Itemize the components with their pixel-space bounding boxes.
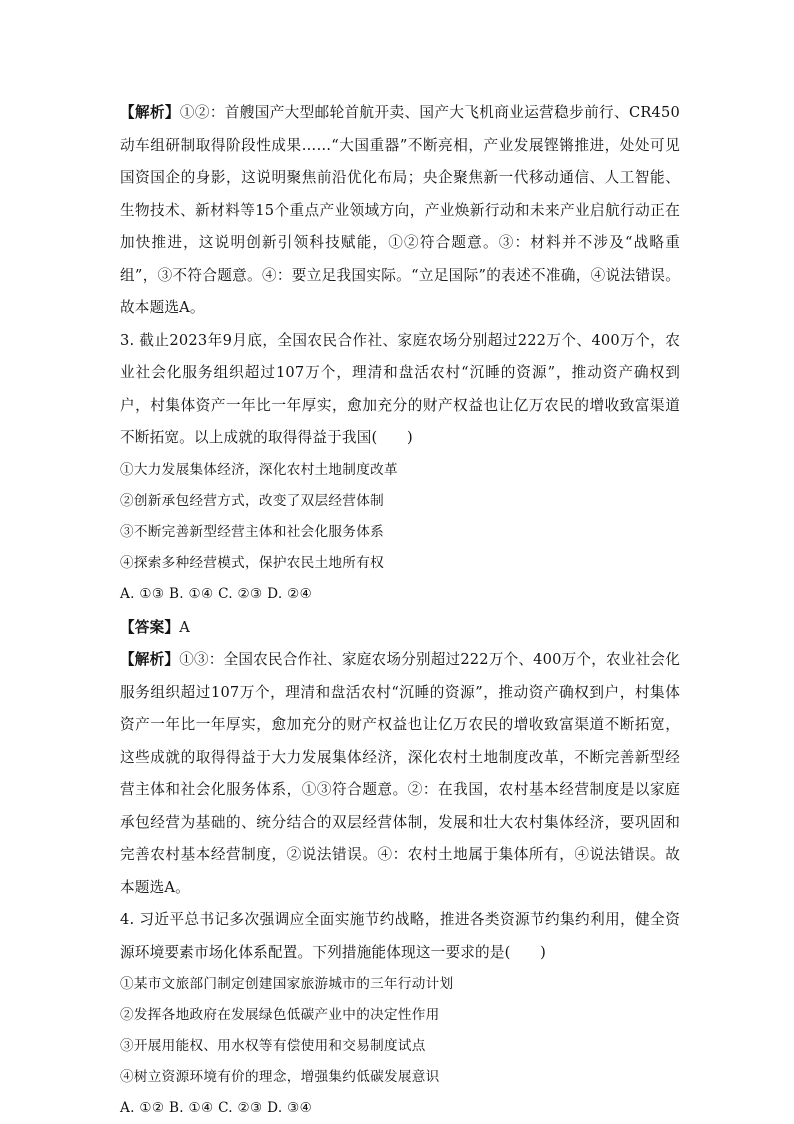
option-item: ③开展用能权、用水权等有偿使用和交易制度试点	[120, 1038, 426, 1054]
option-item: ①某市文旅部门制定创建国家旅游城市的三年行动计划	[120, 976, 454, 992]
question-3-choices: A. ①③ B. ①④ C. ②③ D. ②④	[120, 585, 313, 602]
question-4-choices: A. ①② B. ①④ C. ②③ D. ③④	[120, 1100, 313, 1116]
answer-value: A	[179, 618, 190, 636]
analysis-tag: 【解析】	[120, 651, 180, 668]
question-4-options	[120, 969, 680, 1124]
analysis-tag: 【解析】	[120, 104, 180, 121]
option-item: ④树立资源环境有价的理念，增强集约低碳发展意识	[120, 1069, 440, 1085]
analysis-paragraph-q2	[120, 97, 680, 325]
question-3-analysis	[120, 644, 680, 904]
question-4-stem: 4. 习近平总书记多次强调应全面实施节约战略，推进各类资源节约集约利用，健全资源环境要素市场化体系配置。下列措施能体现这一要求的是( )	[120, 911, 680, 961]
option-item: ②创新承包经营方式，改变了双层经营体制	[120, 492, 384, 509]
analysis-text: ①②：首艘国产大型邮轮首航开卖、国产大飞机商业运营稳步前行、CR450动车组研制取得阶段性成果……“大国重器”不断亮相，产业发展铿锵推进，处处可见国资国企的身影，这说明聚焦前沿优化布局；央企聚焦新一代移动通信、人工智能、生物技术、新材料等15个重点产业领域方向，产业焕新行动和未来产业启航行动正在加快推进，这说明创新引领科技赋能，①②符合题意。③：材料并不涉及“战略重组”，③不符合题意。④：要立足我国实际。“立足国际”的表述不准确，④说法错误。故本题选A。	[120, 104, 680, 316]
question-3-options	[120, 455, 680, 610]
question-3-answer	[120, 612, 680, 645]
option-item: ①大力发展集体经济，深化农村土地制度改革	[120, 461, 398, 478]
answer-tag: 【答案】	[120, 618, 180, 636]
question-3-stem: 3. 截止2023年9月底，全国农民合作社、家庭农场分别超过222万个、400万个，农业社会化服务组织超过107万个，理清和盘活农村“沉睡的资源”，推动资产确权到户，村集体资产一年比一年厚实，愈加充分的财产权益也让亿万农民的增收致富渠道不断拓宽。以上成就的取得得益于我国( )	[120, 331, 680, 446]
document-page	[120, 97, 680, 1124]
option-item: ②发挥各地政府在发展绿色低碳产业中的决定性作用	[120, 1007, 440, 1023]
option-item: ④探索多种经营模式，保护农民土地所有权	[120, 554, 384, 571]
option-item: ③不断完善新型经营主体和社会化服务体系	[120, 523, 384, 540]
analysis-text: ①③：全国农民合作社、家庭农场分别超过222万个、400万个，农业社会化服务组织超过107万个，理清和盘活农村“沉睡的资源”，推动资产确权到户，村集体资产一年比一年厚实，愈加充分的财产权益也让亿万农民的增收致富渠道不断拓宽，这些成就的取得得益于大力发展集体经济，深化农村土地制度改革，不断完善新型经营主体和社会化服务体系，①③符合题意。②：在我国，农村基本经营制度是以家庭承包经营为基础的、统分结合的双层经营体制，发展和壮大农村集体经济，要巩固和完善农村基本经营制度，②说法错误。④：农村土地属于集体所有，④说法错误。故本题选A。	[120, 651, 680, 896]
